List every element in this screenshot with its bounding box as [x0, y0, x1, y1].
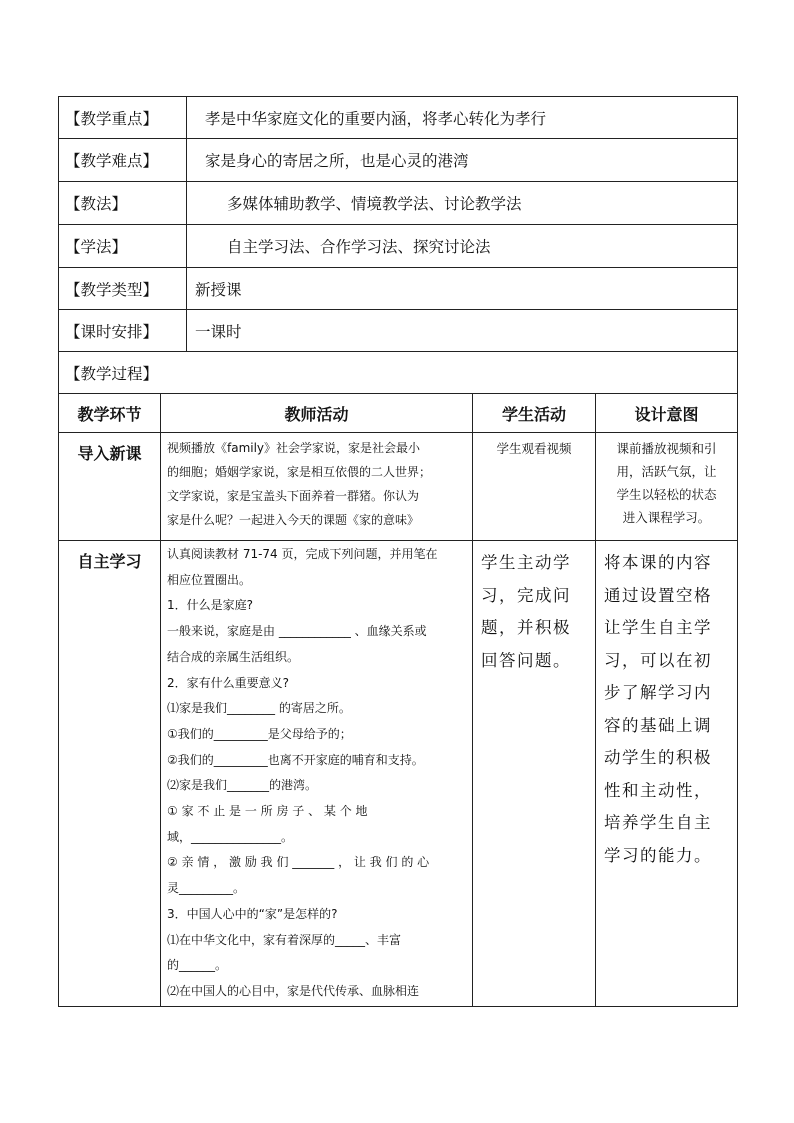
text-line: 动学生的积极: [604, 748, 713, 767]
value-teaching-method: 多媒体辅助教学、情境教学法、讨论教学法: [187, 182, 738, 225]
student-cell: [473, 433, 596, 541]
text-line: 3．中国人心中的“家”是怎样的?: [167, 906, 338, 921]
lesson-plan-document: [58, 96, 737, 1007]
label-schedule: 【课时安排】: [59, 310, 187, 352]
text-line: 认真阅读教材 71-74 页，完成下列问题，并用笔在: [167, 547, 438, 561]
text-line: ⑴在中华文化中，家有着深厚的_____、丰富: [167, 932, 402, 947]
label-teaching-method: 【教法】: [59, 182, 187, 225]
text-line: ⑵家是我们_______的港湾。: [167, 778, 318, 793]
text-line: 家是什么呢？一起进入今天的课题《家的意味》: [167, 513, 420, 527]
stage-cell: 导入新课: [59, 433, 161, 541]
text-line: 学生以轻松的状态: [616, 487, 717, 502]
text-line: ① 家 不 止 是 一 所 房 子 、 某 个 地: [167, 804, 368, 819]
text-line: 一般来说，家庭是由 ____________ 、血缘关系或: [167, 624, 427, 639]
column-header-student: 学生活动: [473, 394, 596, 433]
label-learning-method: 【学法】: [59, 225, 187, 268]
text-line: ②我们的_________也离不开家庭的哺育和支持。: [167, 752, 424, 767]
text-line: ①我们的_________是父母给予的；: [167, 726, 352, 741]
row-lesson-type: [59, 268, 738, 310]
text-line: 学生观看视频: [496, 441, 572, 456]
text-line: 的细胞；婚姻学家说，家是相互依偎的二人世界；: [167, 465, 432, 479]
text-line: 1．什么是家庭?: [167, 598, 254, 613]
text-line: ⑴家是我们________ 的寄居之所。: [167, 701, 351, 716]
value-schedule: 一课时: [187, 310, 738, 352]
row-teaching-method: [59, 182, 738, 225]
text-line: 培养学生自主: [604, 813, 713, 832]
student-cell: [473, 541, 596, 1007]
text-line: ⑵在中国人的心目中，家是代代传承、血脉相连: [167, 983, 420, 998]
text-line: 相应位置圈出。: [167, 572, 252, 587]
row-process-title: [59, 352, 738, 394]
text-line: 题，并积极: [481, 618, 572, 637]
text-line: 的______。: [167, 958, 228, 973]
text-line: 容的基础上调: [604, 715, 713, 735]
intent-cell: [596, 433, 738, 541]
lesson-plan-table: [58, 96, 738, 1007]
text-line: 学习的能力。: [604, 845, 713, 865]
text-line: 进入课程学习。: [622, 510, 711, 525]
text-line: 视频播放《family》社会学家说，家是社会最小: [167, 441, 421, 455]
text-line: 灵_________。: [167, 881, 246, 896]
text-line: 用，活跃气氛，让: [616, 464, 717, 479]
column-header-row: [59, 394, 738, 433]
row-schedule: [59, 310, 738, 352]
process-title: 【教学过程】: [59, 352, 738, 394]
text-line: 让学生自主学: [604, 618, 713, 637]
text-line: 通过设置空格: [604, 585, 713, 605]
row-key-point: [59, 97, 738, 139]
text-line: 学生主动学: [481, 553, 572, 572]
column-header-teacher: 教师活动: [161, 394, 473, 433]
teacher-cell: [161, 433, 473, 541]
value-key-point: 孝是中华家庭文化的重要内涵，将孝心转化为孝行: [187, 97, 738, 139]
label-lesson-type: 【教学类型】: [59, 268, 187, 310]
intent-cell: [596, 541, 738, 1007]
column-header-intent: 设计意图: [596, 394, 738, 433]
teacher-cell: [161, 541, 473, 1007]
text-line: 习，可以在初: [604, 650, 713, 670]
text-line: 课前播放视频和引: [616, 441, 717, 456]
row-difficulty: [59, 139, 738, 182]
text-line: 结合成的亲属生活组织。: [167, 649, 300, 664]
text-line: 性和主动性，: [604, 780, 713, 800]
text-line: 域，_______________。: [167, 829, 294, 844]
value-learning-method: 自主学习法、合作学习法、探究讨论法: [187, 225, 738, 268]
label-key-point: 【教学重点】: [59, 97, 187, 139]
row-learning-method: [59, 225, 738, 268]
text-line: 将本课的内容: [604, 553, 713, 572]
text-line: 步了解学习内: [604, 683, 713, 702]
label-difficulty: 【教学难点】: [59, 139, 187, 182]
table-row: [59, 433, 738, 541]
table-row: [59, 541, 738, 1007]
text-line: 文学家说，家是宝盖头下面养着一群猪。你认为: [167, 489, 420, 503]
column-header-stage: 教学环节: [59, 394, 161, 433]
text-line: 2．家有什么重要意义?: [167, 675, 290, 690]
text-line: 习，完成问: [481, 585, 572, 605]
stage-cell: 自主学习: [59, 541, 161, 1007]
value-lesson-type: 新授课: [187, 268, 738, 310]
text-line: ② 亲 情 ， 激 励 我 们 _______ ， 让 我 们 的 心: [167, 855, 430, 870]
text-line: 回答问题。: [481, 650, 572, 670]
value-difficulty: 家是身心的寄居之所，也是心灵的港湾: [187, 139, 738, 182]
